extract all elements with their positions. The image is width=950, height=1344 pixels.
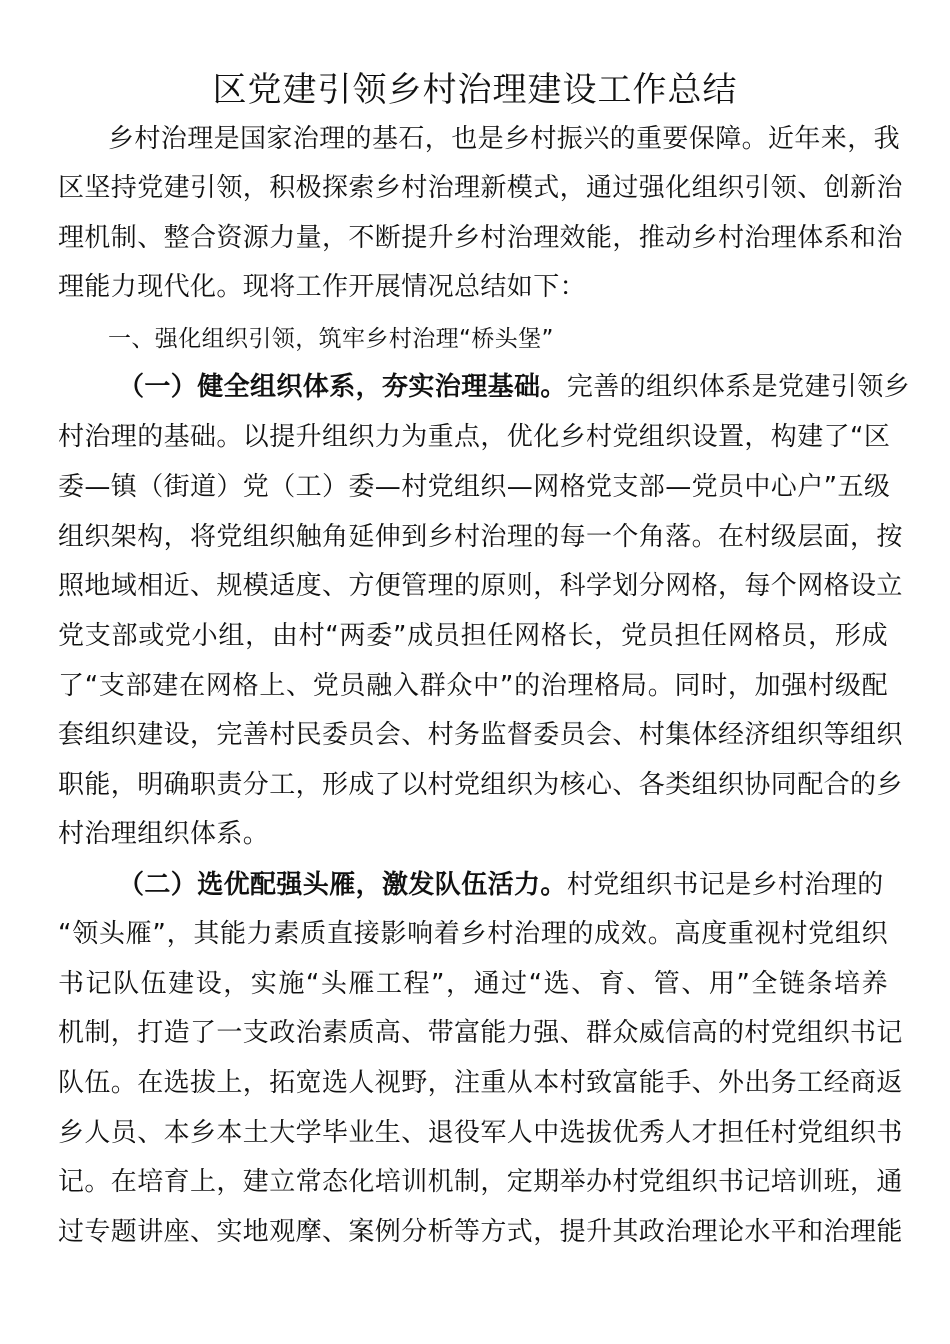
paragraph-line: 村治理的基础。以提升组织力为重点，优化乡村党组织设置，构建了“区: [58, 422, 891, 452]
paragraph-line: 套组织建设，完善村民委员会、村务监督委员会、村集体经济组织等组织: [58, 720, 903, 750]
subsection-bold-lead: （一）健全组织体系，夯实治理基础。: [118, 372, 567, 402]
subsection-first-rest: 村党组织书记是乡村治理的: [566, 870, 884, 900]
paragraph-line: 村治理组织体系。: [58, 819, 270, 849]
intro-line: 乡村治理是国家治理的基石，也是乡村振兴的重要保障。近年来，我: [108, 124, 901, 154]
document-title: 区党建引领乡村治理建设工作总结: [212, 70, 738, 110]
paragraph-line: 过专题讲座、实地观摩、案例分析等方式，提升其政治理论水平和治理能: [58, 1217, 903, 1247]
subsection-bold-lead: （二）选优配强头雁，激发队伍活力。: [118, 870, 567, 900]
paragraph-line: 职能，明确职责分工，形成了以村党组织为核心、各类组织协同配合的乡: [58, 770, 903, 800]
paragraph-line: 记。在培育上，建立常态化培训机制，定期举办村党组织书记培训班，通: [58, 1167, 903, 1197]
section-heading: 一、强化组织引领，筑牢乡村治理“桥头堡”: [108, 326, 554, 352]
paragraph-line: 了“支部建在网格上、党员融入群众中”的治理格局。同时，加强村级配: [58, 671, 888, 701]
subsection-first-line: [118, 369, 910, 405]
paragraph-line: 书记队伍建设，实施“头雁工程”，通过“选、育、管、用”全链条培养: [58, 969, 888, 999]
subsection-first-line: [118, 867, 884, 903]
paragraph-line: 机制，打造了一支政治素质高、带富能力强、群众威信高的村党组织书记: [58, 1018, 903, 1048]
paragraph-line: 党支部或党小组，由村“两委”成员担任网格长，党员担任网格员，形成: [58, 621, 888, 651]
intro-line: 理能力现代化。现将工作开展情况总结如下：: [58, 272, 587, 302]
paragraph-line: “领头雁”，其能力素质直接影响着乡村治理的成效。高度重视村党组织: [58, 919, 888, 949]
paragraph-line: 乡人员、本乡本土大学毕业生、退役军人中选拔优秀人才担任村党组织书: [58, 1118, 903, 1148]
paragraph-line: 组织架构，将党组织触角延伸到乡村治理的每一个角落。在村级层面，按: [58, 522, 903, 552]
subsection-first-rest: 完善的组织体系是党建引领乡: [566, 372, 911, 402]
paragraph-line: 队伍。在选拔上，拓宽选人视野，注重从本村致富能手、外出务工经商返: [58, 1068, 903, 1098]
paragraph-line: 照地域相近、规模适度、方便管理的原则，科学划分网格，每个网格设立: [58, 571, 903, 601]
intro-line: 理机制、整合资源力量，不断提升乡村治理效能，推动乡村治理体系和治: [58, 223, 903, 253]
intro-line: 区坚持党建引领，积极探索乡村治理新模式，通过强化组织引领、创新治: [58, 173, 903, 203]
paragraph-line: 委—镇（街道）党（工）委—村党组织—网格党支部—党员中心户”五级: [58, 472, 891, 502]
